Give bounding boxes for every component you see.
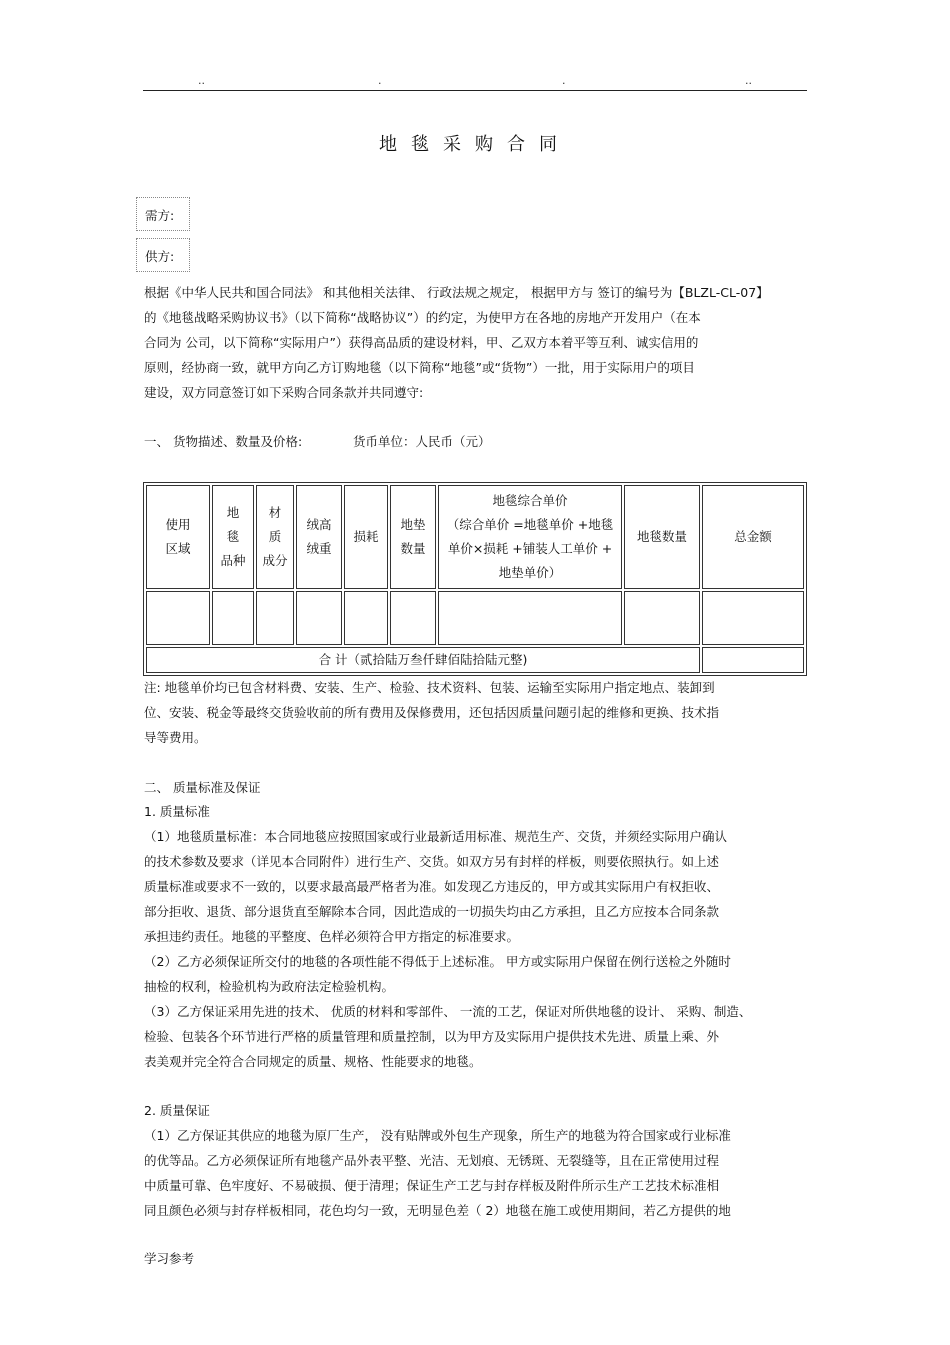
header-cell: 使用 区域 <box>146 485 210 589</box>
paragraph-line: 部分拒收、退货、部分退货直至解除本合同，因此造成的一切损失均由乙方承担，且乙方应按本合同条款 <box>144 904 720 919</box>
note-line: 位、安装、税金等最终交货验收前的所有费用及保修费用，还包括因质量问题引起的维修和更换、技术指 <box>144 705 720 720</box>
table-cell <box>438 591 622 645</box>
paragraph-line: 中质量可靠、色牢度好、不易破损、便于清理；保证生产工艺与封存样板及附件所示生产工艺技术标准相 <box>144 1178 720 1193</box>
paragraph-line: （2）乙方必须保证所交付的地毯的各项性能不得低于上述标准。 甲方或实际用户保留在例行送检之外随时 <box>144 954 731 969</box>
header-cell: 地毯数量 <box>624 485 700 589</box>
paragraph-line: （3）乙方保证采用先进的技术、 优质的材料和零部件、 一流的工艺，保证对所供地毯的设计、 采购、制造、 <box>144 1004 752 1019</box>
section1-heading: 一、 货物描述、数量及价格: <box>144 434 303 449</box>
header-cell: 地 毯 品种 <box>212 485 254 589</box>
table-cell <box>296 591 342 645</box>
subsection-heading: 2. 质量保证 <box>144 1103 210 1118</box>
header-cell: 材 质 成分 <box>256 485 294 589</box>
page-title: 地毯采购合同 <box>379 134 571 155</box>
header-dot: .. <box>745 74 752 87</box>
paragraph-line: 的优等品。乙方必须保证所有地毯产品外表平整、光洁、无划痕、无锈斑、无裂缝等，且在正常使用过程 <box>144 1153 720 1168</box>
table-cell <box>212 591 254 645</box>
table-total-row <box>146 647 804 673</box>
total-amount-cell <box>702 647 804 673</box>
paragraph-line: 承担违约责任。地毯的平整度、色样必须符合甲方指定的标准要求。 <box>144 929 520 944</box>
intro-line: 的《地毯战略采购协议书》（以下简称“战略协议”）的约定，为使甲方在各地的房地产开发用户（在本 <box>144 310 701 325</box>
intro-line: 根据《中华人民共和国合同法》 和其他相关法律、 行政法规之规定， 根据甲方与 签订的编号为【BLZL-CL-07】 <box>144 285 769 300</box>
demand-party-label: 需方: <box>145 208 175 223</box>
goods-table <box>143 482 807 676</box>
demand-party-box <box>136 197 190 231</box>
table-cell <box>344 591 388 645</box>
paragraph-line: 质量标准或要求不一致的，以要求最高最严格者为准。如发现乙方违反的，甲方或其实际用户有权拒收、 <box>144 879 720 894</box>
header-cell: 绒高 绒重 <box>296 485 342 589</box>
page-footer: 学习参考 <box>144 1251 195 1266</box>
intro-line: 原则，经协商一致，就甲方向乙方订购地毯（以下简称“地毯”或“货物”）一批，用于实际用户的项目 <box>144 360 695 375</box>
table-cell <box>256 591 294 645</box>
header-cell: 地垫 数量 <box>390 485 436 589</box>
header-cell: 地毯综合单价 （综合单价 =地毯单价 +地毯 单价×损耗 +铺装人工单价 + 地垫单价） <box>438 485 622 589</box>
table-cell <box>702 591 804 645</box>
table-cell <box>146 591 210 645</box>
note-line: 注: 地毯单价均已包含材料费、安装、生产、检验、技术资料、包装、运输至实际用户指定地点、装卸到 <box>144 680 715 695</box>
table-header-row <box>146 485 804 589</box>
paragraph-line: 同且颜色必须与封存样板相同，花色均匀一致，无明显色差（ 2）地毯在施工或使用期间，若乙方提供的地 <box>144 1203 731 1218</box>
currency-unit: 货币单位：人民币（元） <box>353 434 491 449</box>
paragraph-line: （1）地毯质量标准：本合同地毯应按照国家或行业最新适用标准、规范生产、交货，并须经实际用户确认 <box>144 829 727 844</box>
header-dot: . <box>562 74 566 87</box>
paragraph-line: 的技术参数及要求（详见本合同附件）进行生产、交货。如双方另有封样的样板，则要依照执行。如上述 <box>144 854 720 869</box>
table-cell <box>624 591 700 645</box>
table-cell <box>390 591 436 645</box>
section2-heading: 二、 质量标准及保证 <box>144 780 261 795</box>
paragraph-line: 抽检的权利，检验机构为政府法定检验机构。 <box>144 979 395 994</box>
header-dot: . <box>378 74 382 87</box>
paragraph-line: 表美观并完全符合合同规定的质量、规格、性能要求的地毯。 <box>144 1054 482 1069</box>
total-label: 合 计（贰拾陆万叁仟肆佰陆拾陆元整) <box>146 647 700 673</box>
header-cell: 损耗 <box>344 485 388 589</box>
intro-line: 建设，双方同意签订如下采购合同条款并共同遵守: <box>144 385 424 400</box>
header-rule <box>143 90 807 91</box>
intro-line: 合同为 公司，以下简称“实际用户”）获得高品质的建设材料，甲、乙双方本着平等互利、诚实信用的 <box>144 335 699 350</box>
paragraph-line: （1）乙方保证其供应的地毯为原厂生产， 没有贴牌或外包生产现象，所生产的地毯为符合国家或行业标准 <box>144 1128 731 1143</box>
supply-party-label: 供方: <box>145 249 175 264</box>
header-cell: 总金额 <box>702 485 804 589</box>
header-dot: .. <box>198 74 205 87</box>
subsection-heading: 1. 质量标准 <box>144 804 210 819</box>
paragraph-line: 检验、包装各个环节进行严格的质量管理和质量控制，以为甲方及实际用户提供技术先进、质量上乘、外 <box>144 1029 720 1044</box>
note-line: 导等费用。 <box>144 730 207 745</box>
supply-party-box <box>136 238 190 272</box>
table-row <box>146 591 804 645</box>
